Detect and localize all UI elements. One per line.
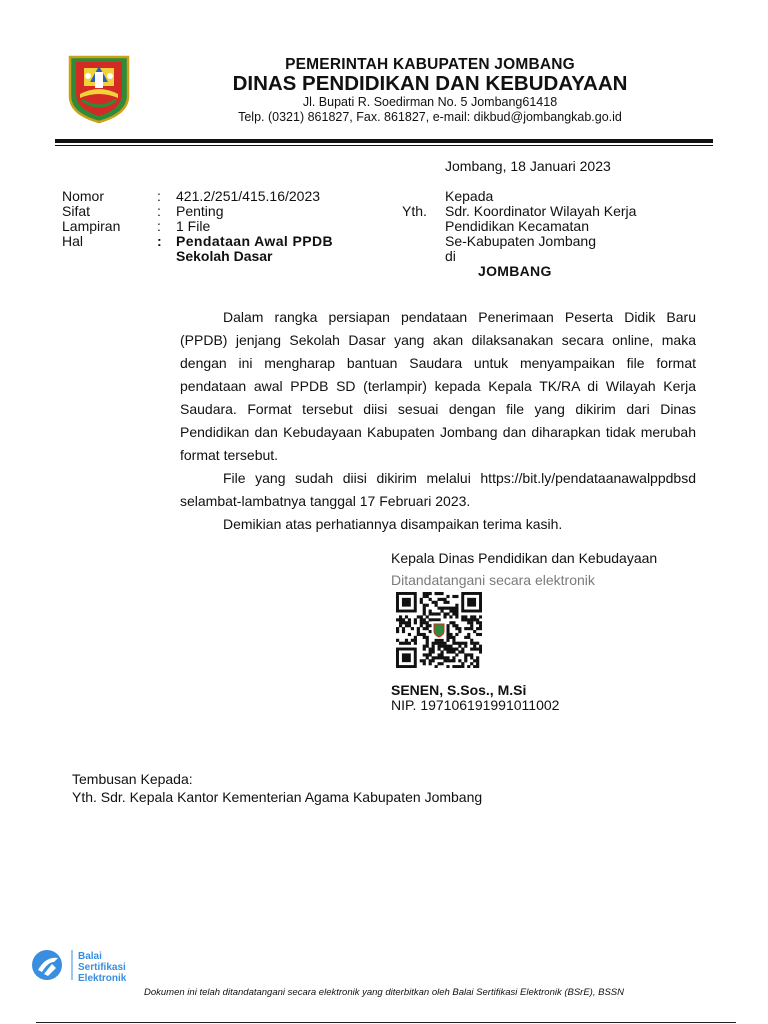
sifat-colon: : bbox=[157, 203, 161, 219]
addressee-kepada: Kepada bbox=[445, 188, 494, 204]
bsre-line2: Sertifikasi bbox=[78, 962, 126, 973]
bsre-line3: Elektronik bbox=[78, 973, 127, 984]
addressee-line3: Se-Kabupaten Jombang bbox=[445, 233, 596, 249]
nomor-value: 421.2/251/415.16/2023 bbox=[176, 188, 321, 204]
body-paragraph-2: File yang sudah diisi dikirim melalui https://bit.ly/pendataanawalppdbsd selambat-lambatnya tanggal 17 Februari 2023. bbox=[180, 470, 696, 509]
signatory-title: Kepala Dinas Pendidikan dan Kebudayaan bbox=[391, 550, 658, 566]
copy-to-item: Yth. Sdr. Kepala Kantor Kementerian Agama Kabupaten Jombang bbox=[72, 789, 483, 805]
letter-body bbox=[180, 306, 696, 536]
addressee-di: di bbox=[445, 248, 456, 264]
lampiran-value: 1 File bbox=[176, 218, 211, 234]
copy-to-label: Tembusan Kepada: bbox=[72, 771, 193, 787]
nomor-label: Nomor bbox=[62, 188, 105, 204]
sifat-value: Penting bbox=[176, 203, 224, 219]
letterhead-divider-thick bbox=[55, 139, 713, 143]
lampiran-colon: : bbox=[157, 218, 161, 234]
letterhead-divider-thin bbox=[55, 145, 713, 146]
addressee-line1: Sdr. Koordinator Wilayah Kerja bbox=[445, 203, 637, 219]
signatory-name: SENEN, S.Sos., M.Si bbox=[391, 682, 527, 698]
hal-label: Hal bbox=[62, 233, 84, 249]
footer-divider bbox=[36, 1022, 736, 1023]
body-paragraph-3: Demikian atas perhatiannya disampaikan terima kasih. bbox=[223, 516, 563, 532]
hal-value-line1: Pendataan Awal PPDB bbox=[176, 233, 333, 249]
letterhead-address: Jl. Bupati R. Soedirman No. 5 Jombang61418 bbox=[302, 95, 558, 109]
addressee-line2: Pendidikan Kecamatan bbox=[445, 218, 589, 234]
signatory-nip: NIP. 197106191991011002 bbox=[391, 697, 560, 713]
regency-emblem-logo bbox=[66, 54, 132, 124]
hal-colon: : bbox=[157, 233, 162, 249]
sifat-label: Sifat bbox=[62, 203, 91, 219]
footer-certification-note: Dokumen ini telah ditandatangani secara elektronik yang diterbitkan oleh Balai Sertifikasi Elektronik (BSrE), BSSN bbox=[144, 987, 624, 998]
addressee-yth: Yth. bbox=[402, 203, 427, 219]
nomor-colon: : bbox=[157, 188, 161, 204]
letterhead-contact: Telp. (0321) 861827, Fax. 861827, e-mail: dikbud@jombangkab.go.id bbox=[238, 110, 622, 124]
signature-qr-code bbox=[396, 592, 482, 668]
lampiran-label: Lampiran bbox=[62, 218, 121, 234]
hal-value-line2: Sekolah Dasar bbox=[176, 248, 273, 264]
bsre-line1: Balai bbox=[78, 951, 102, 962]
bsre-logo bbox=[26, 944, 152, 986]
letter-date: Jombang, 18 Januari 2023 bbox=[445, 158, 611, 174]
letterhead-government: PEMERINTAH KABUPATEN JOMBANG bbox=[285, 56, 575, 73]
body-paragraph-1: Dalam rangka persiapan pendataan Penerimaan Peserta Didik Baru (PPDB) jenjang Sekolah Dasar yang akan dilaksanakan secara online, maka dengan ini mengharap bantuan Saudara untuk menyampaikan file format pendataan awal PPDB SD (terlampir) kepada Kepala TK/RA di Wilayah Kerja Saudara. Format tersebut diisi sesuai dengan file yang dikirim dari Dinas Pendidikan dan Kebudayaan Kabupaten Jombang dan diharapkan tidak merubah format tersebut. bbox=[180, 309, 696, 463]
letterhead-agency: DINAS PENDIDIKAN DAN KEBUDAYAAN bbox=[232, 72, 628, 95]
addressee-city: JOMBANG bbox=[478, 263, 552, 279]
electronic-signature-note: Ditandatangani secara elektronik bbox=[391, 572, 595, 588]
